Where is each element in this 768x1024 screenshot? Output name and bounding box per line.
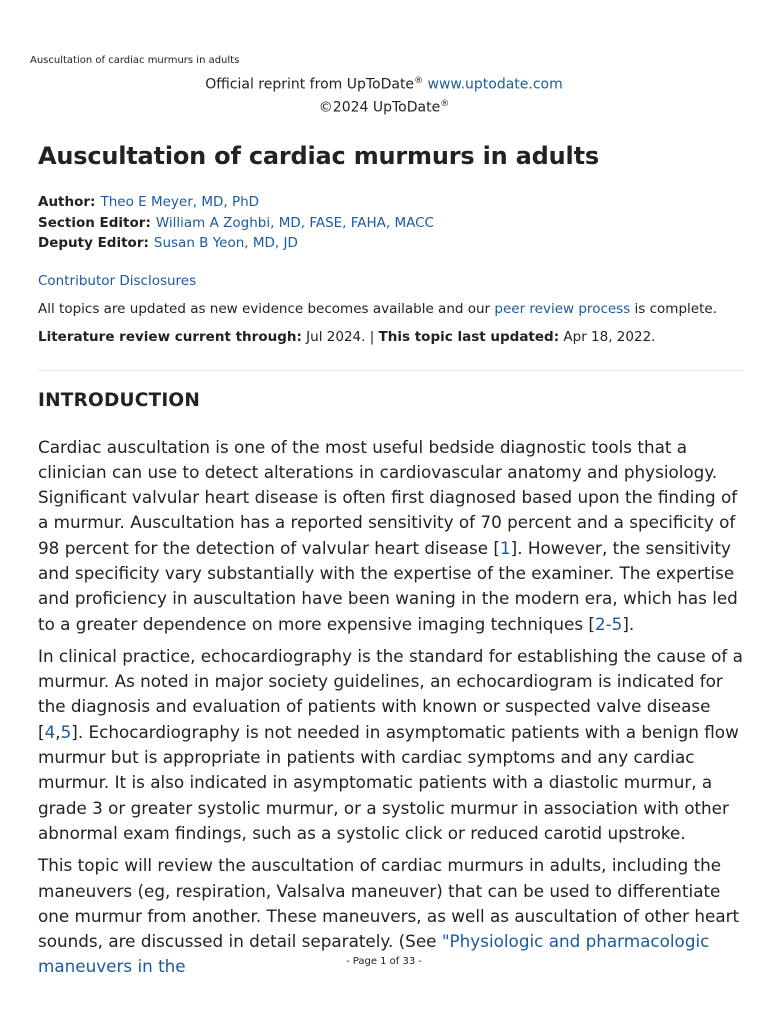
literature-review-label: Literature review current through: [38, 328, 302, 345]
running-head: Auscultation of cardiac murmurs in adults [30, 55, 240, 66]
contributor-disclosures-link[interactable]: Contributor Disclosures [38, 272, 197, 289]
update-note-after: is complete. [630, 300, 717, 317]
page-title: Auscultation of cardiac murmurs in adults [38, 142, 599, 170]
intro-paragraph-2 [38, 644, 743, 846]
p2-text-b: ]. Echocardiography is not needed in asymptomatic patients with a benign flow murmur but is appropriate in patients with cardiac symptoms and any cardiac murmur. It is also indicated in asymptomatic patients with a diastolic murmur, a grade 3 or greater systolic murmur, or a systolic murmur in association with other abnormal exam findings, such as a systolic click or reduced carotid upstroke. [38, 721, 739, 843]
reprint-line-1 [0, 72, 768, 95]
reprint-line-2 [0, 95, 768, 118]
last-updated-value: Apr 18, 2022. [559, 328, 656, 345]
reference-link-1[interactable]: 1 [499, 537, 511, 558]
reference-link-4[interactable]: 4 [44, 721, 56, 742]
section-editor-label: Section Editor: [38, 214, 151, 231]
reference-link-2-5[interactable]: 2-5 [594, 613, 623, 634]
last-updated-label: This topic last updated: [378, 328, 560, 345]
section-editor-link[interactable]: William A Zoghbi, MD, FASE, FAHA, MACC [155, 214, 434, 231]
deputy-editor-link[interactable]: Susan B Yeon, MD, JD [153, 235, 298, 251]
deputy-editor-label: Deputy Editor: [38, 235, 149, 251]
deputy-editor-row [38, 233, 743, 254]
copyright-text: ©2024 UpToDate [318, 99, 441, 116]
section-editor-row [38, 213, 743, 234]
p2-ref-separator: , [55, 721, 61, 742]
p1-text-b: ]. However, the sensitivity and specificity vary substantially with the expertise of the examiner. The expertise and proficiency in auscultation have been waning in the modern era, which has led to a greater dependence on more expensive imaging techniques [ [38, 537, 738, 634]
intro-paragraph-1 [38, 435, 743, 637]
article-content [38, 140, 743, 980]
reference-link-5[interactable]: 5 [60, 721, 72, 742]
review-dates [38, 327, 743, 347]
p1-text-c: ]. [622, 613, 635, 634]
section-heading-introduction: INTRODUCTION [38, 389, 201, 411]
p1-text-a: Cardiac auscultation is one of the most useful bedside diagnostic tools that a clinician can use to detect alterations in cardiovascular anatomy and physiology. Significant valvular heart disease is often first diagnosed based upon the finding of a murmur. Auscultation has a reported sensitivity of 70 percent and a specificity of 98 percent for the detection of valvular heart disease [ [38, 436, 738, 558]
update-note-before: All topics are updated as new evidence becomes available and our [38, 300, 495, 317]
registered-mark: ® [414, 76, 424, 86]
p2-text-a: In clinical practice, echocardiography is the standard for establishing the cause of a murmur. As noted in major society guidelines, an echocardiogram is indicated for the diagnosis and evaluation of patients with known or suspected valve disease [ [38, 645, 743, 742]
peer-review-link[interactable]: peer review process [494, 300, 631, 317]
update-note [38, 299, 743, 319]
literature-review-value: Jul 2024. | [301, 328, 379, 345]
reprint-notice [0, 72, 768, 117]
p3-text-a: This topic will review the auscultation of cardiac murmurs in adults, including the maneuvers (eg, respiration, Valsalva maneuver) that can be used to differentiate one murmur from another. These maneuvers, as well as auscultation of other heart sounds, are discussed in detail separately. (See [38, 855, 740, 952]
page-number-footer: - Page 1 of 33 - [345, 956, 423, 967]
uptodate-website-link[interactable]: www.uptodate.com [427, 76, 563, 93]
author-link[interactable]: Theo E Meyer, MD, PhD [100, 194, 260, 210]
reprint-source: Official reprint from UpToDate [205, 76, 415, 93]
author-label: Author: [38, 194, 96, 210]
section-divider [38, 370, 743, 371]
author-row [38, 192, 743, 213]
physiologic-maneuvers-topic-link[interactable]: "Physiologic and pharmacologic maneuvers in the [38, 931, 710, 977]
registered-mark-2: ® [440, 98, 450, 109]
